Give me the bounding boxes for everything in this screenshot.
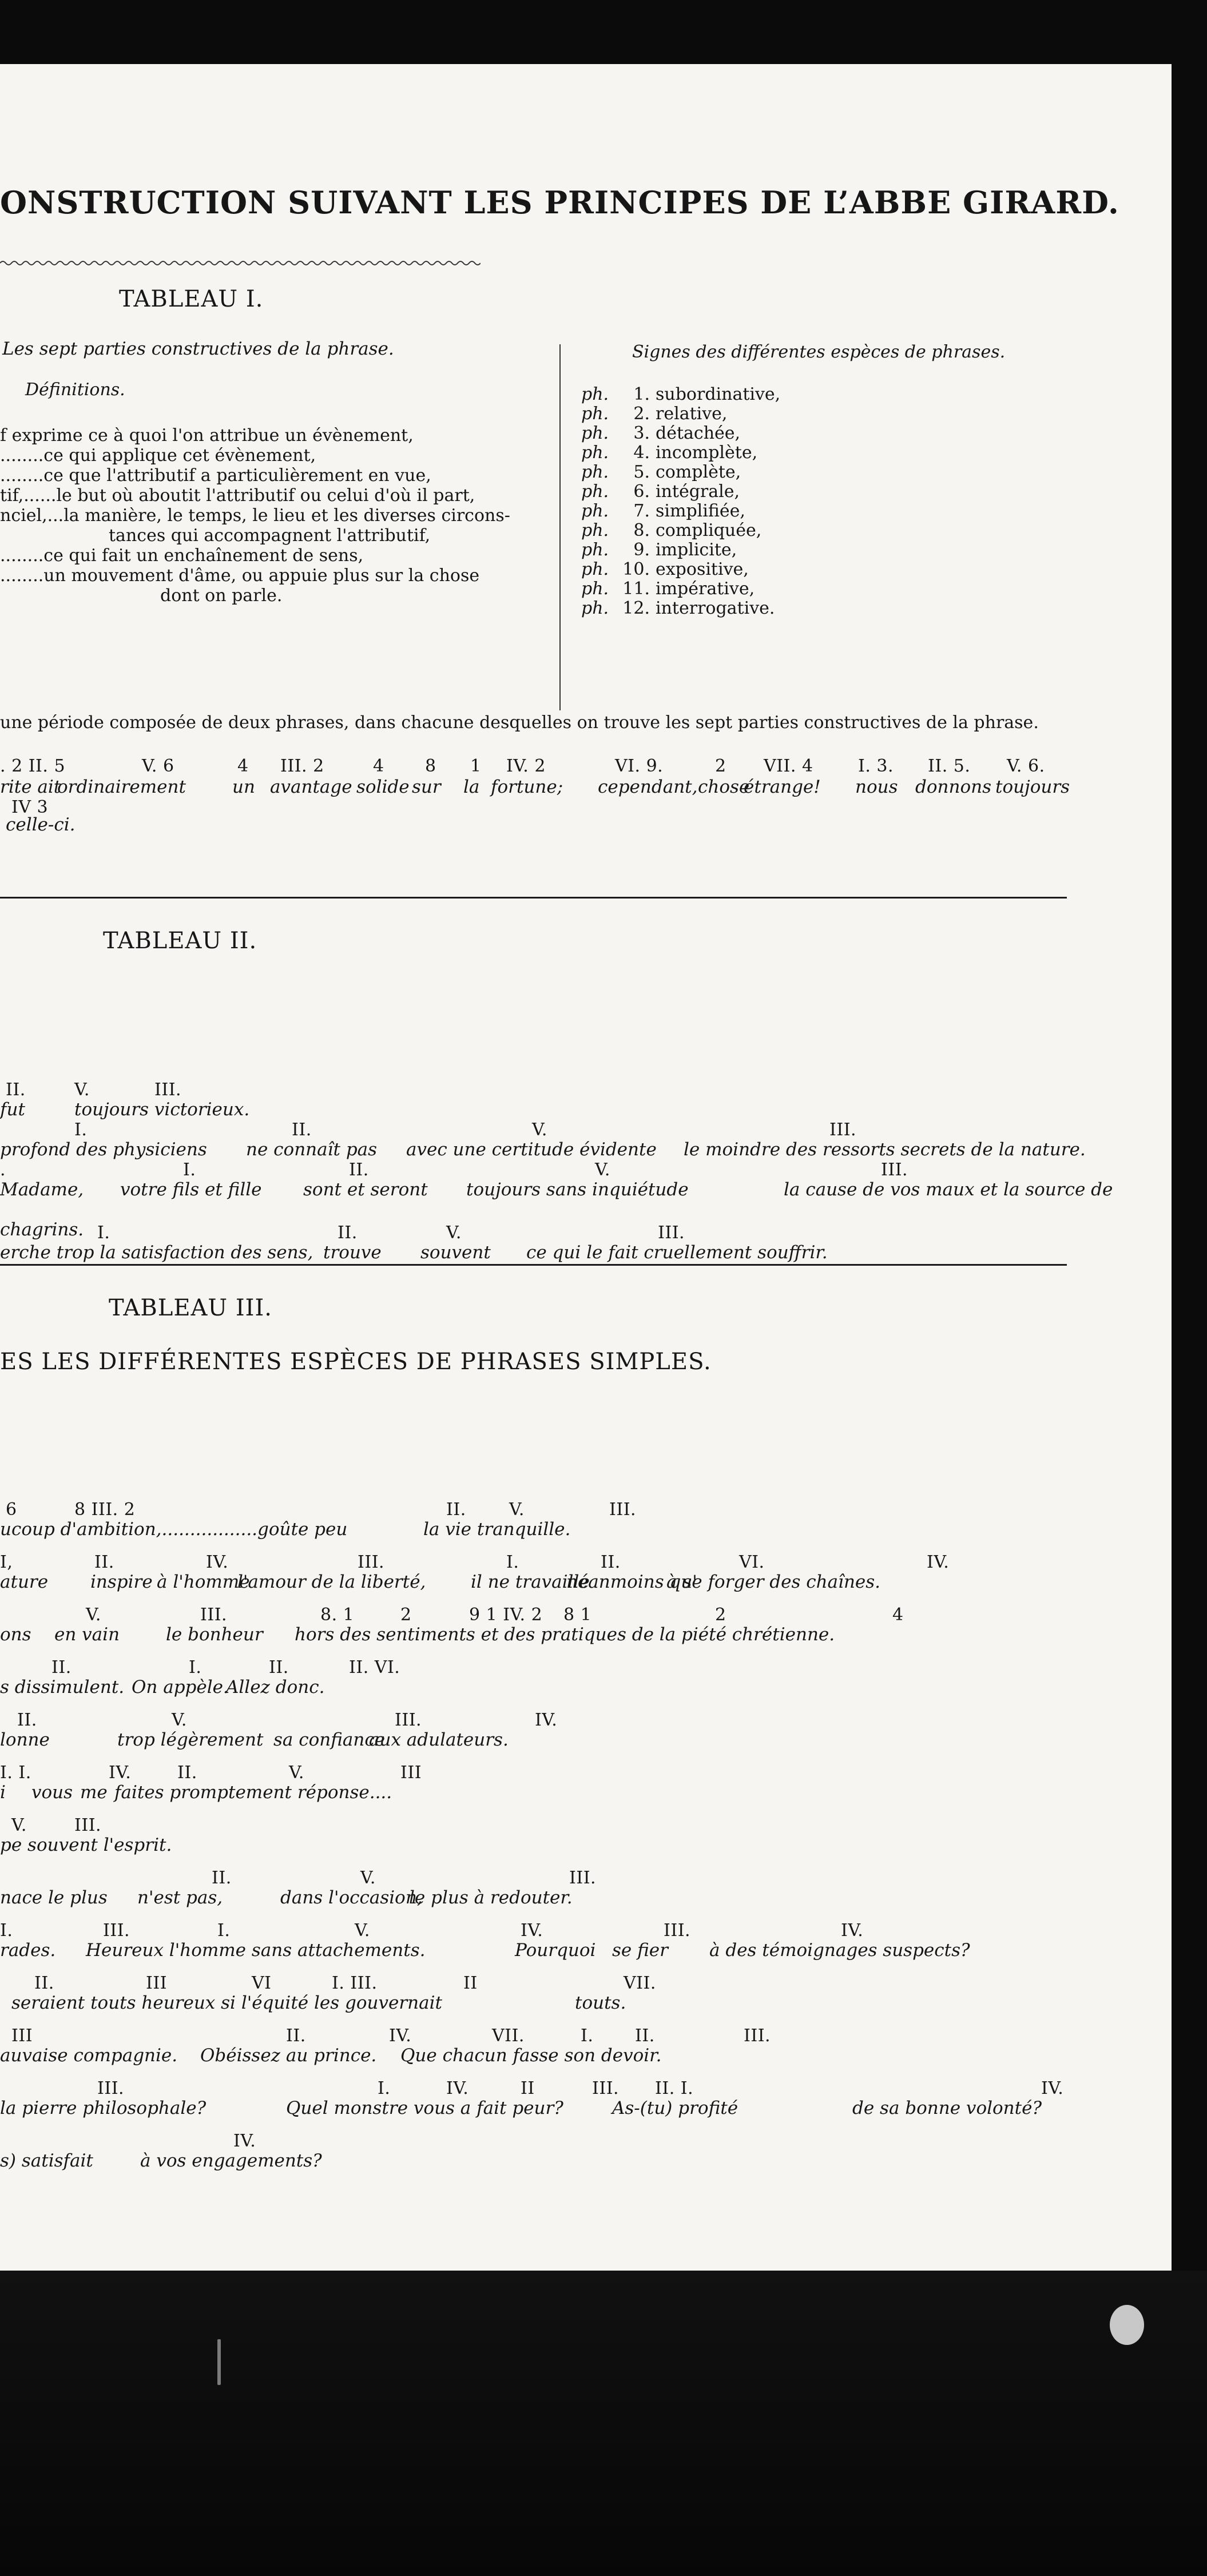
example-text: Heureux l'homme sans attachements. [86,1940,426,1961]
sign-item [581,462,741,482]
example-text: la cause de vos maux et la source de [784,1179,1113,1200]
example-number: II. [17,1710,37,1730]
example-number: III. [395,1710,422,1730]
sign-abbrev: ph. [581,423,609,443]
example-text: ucoup d'ambition,.................goûte peu [0,1519,348,1540]
example-text: hors des sentiments et des pratiques de la piété chrétienne. [295,1624,835,1645]
rule-2 [0,1264,1067,1266]
example-text: de sa bonne volonté? [852,2098,1042,2118]
example-number: V. [360,1868,376,1888]
example-number: I. [506,1552,519,1572]
example-number: 8 1 [563,1605,592,1625]
example-text: i [0,1782,6,1803]
example-number: 2 [715,1605,726,1625]
sign-abbrev: ph. [581,404,609,424]
example-text: avec une certitude évidente [406,1139,657,1160]
example-number: II. [269,1657,289,1677]
scan-speck [1110,2305,1144,2345]
example-number: III. [592,2078,620,2098]
period-intro: une période composée de deux phrases, dans chacune desquelles on trouve les sept parties constructives de la phrase. [0,713,1039,733]
example-number: IV. [535,1710,558,1730]
example-text: Madame, [0,1179,84,1200]
sign-number: 6. [633,482,650,502]
example-text: la vie tranquille. [423,1519,571,1540]
period-word: un [232,777,255,797]
example-text: en vain [54,1624,120,1645]
sign-item [581,598,775,618]
period-word: solide [356,777,410,797]
example-number: II [463,1973,478,1993]
period-number: 4 [237,756,249,776]
example-number: V. [289,1763,304,1783]
example-text: trop légèrement [117,1730,264,1750]
example-text: toujours sans inquiétude [466,1179,689,1200]
example-number: II. VI. [349,1657,400,1677]
period-number: 4 [373,756,384,776]
document-page [0,64,1172,2271]
period-number: VII. 4 [764,756,813,776]
example-number: II. [51,1657,72,1677]
tableau-2-heading: TABLEAU II. [103,928,257,954]
example-number: IV. [109,1763,132,1783]
period-word: toujours [995,777,1070,797]
sign-label: implicite, [656,540,737,560]
sign-abbrev: ph. [581,462,609,482]
period-number: VI. 9. [615,756,664,776]
example-text: la pierre philosophale? [0,2098,207,2118]
example-number: VII. [624,1973,656,1993]
sign-number: 3. [633,423,650,443]
example-text: me [80,1782,108,1803]
sign-label: incomplète, [656,443,758,463]
sign-abbrev: ph. [581,501,609,521]
example-number: IV. [841,1921,864,1941]
page-title: ONSTRUCTION SUIVANT LES PRINCIPES DE L’ABBE GIRARD. [0,184,1119,221]
sign-label: impérative, [656,579,755,599]
period-number: 8 [425,756,436,776]
example-number: III. [154,1080,182,1100]
sign-label: subordinative, [656,384,781,404]
sign-number: 7. [633,501,650,521]
example-text: le bonheur [166,1624,263,1645]
example-number: IV. [521,1921,543,1941]
sign-abbrev: ph. [581,540,609,560]
example-text: On appèle. [132,1677,229,1698]
example-number: IV. [1041,2078,1064,2098]
example-number: III. [829,1120,857,1140]
example-text: ons [0,1624,31,1645]
example-number: V. [532,1120,547,1140]
example-text: fut [0,1099,25,1120]
period-number: . 2 II. 5 [0,756,66,776]
example-text: erche trop la satisfaction des sens, [0,1242,313,1263]
sign-label: interrogative. [656,598,775,618]
example-number: II. [94,1552,114,1572]
definition-line: tif,......le but où aboutit l'attributif ou celui d'où il part, [0,486,475,506]
example-number: V. [355,1921,370,1941]
example-text: à se forger des chaînes. [666,1572,881,1592]
example-number: I. [97,1223,110,1243]
sign-number: 11. [622,579,650,599]
sign-number: 10. [622,559,650,579]
example-text: néanmoins qu' [566,1572,697,1592]
sign-item [581,423,740,443]
signs-heading: Signes des différentes espèces de phrases. [632,342,1006,362]
example-number: IV. [389,2026,412,2046]
example-number: V. [446,1223,462,1243]
example-number: III. [744,2026,771,2046]
period-word: fortune; [491,777,563,797]
example-number: II [521,2078,535,2098]
example-text: Que chacun fasse son devoir. [400,2045,662,2066]
period-number: 1 [470,756,482,776]
sign-item [581,482,740,502]
sign-item [581,559,749,579]
example-text: sa confiance [273,1730,386,1750]
definition-line: f exprime ce à quoi l'on attribue un évènement, [0,426,414,446]
example-number: II. [349,1160,369,1180]
period-number: II. 5. [928,756,971,776]
example-number: 6 [6,1500,17,1520]
example-text: Allez donc. [226,1677,325,1698]
sign-label: expositive, [656,559,749,579]
example-number: II. I. [655,2078,694,2098]
sign-number: 4. [633,443,650,463]
example-number: III. [103,1921,130,1941]
example-number: V. [11,1815,27,1835]
definition-line: ........ce que l'attributif a particulièrement en vue, [0,466,431,486]
example-number: I. [183,1160,196,1180]
sign-label: simplifiée, [656,501,745,521]
definition-line: ........ce qui fait un enchaînement de sens, [0,546,364,566]
period-number: 2 [715,756,726,776]
example-number: III. [358,1552,385,1572]
scan-background [0,2271,1207,2576]
period-number: V. 6. [1007,756,1045,776]
sign-abbrev: ph. [581,579,609,599]
period-word: sur [412,777,441,797]
example-number: V. [595,1160,610,1180]
example-number: II. [286,2026,306,2046]
ornamental-rule [0,257,481,269]
sign-label: compliquée, [656,520,762,540]
parts-heading: Les sept parties constructives de la phrase. [2,339,394,359]
example-number: I, [0,1552,13,1572]
sign-item [581,443,757,463]
example-text: il ne travaille [471,1572,590,1592]
example-number: V. [74,1080,90,1100]
period-number: III. 2 [280,756,324,776]
example-text: vous [31,1782,73,1803]
example-text: Quel monstre vous a fait peur? [286,2098,563,2118]
sign-label: détachée, [656,423,741,443]
sign-abbrev: ph. [581,520,609,540]
example-number: 8. 1 [320,1605,355,1625]
example-number: II. [446,1500,466,1520]
example-number: III. [609,1500,637,1520]
sign-item [581,501,745,521]
example-text: le moindre des ressorts secrets de la nature. [684,1139,1086,1160]
tableau-3-heading: TABLEAU III. [109,1295,272,1321]
example-number: I. [378,2078,391,2098]
sign-item [581,540,737,560]
definition-line: tances qui accompagnent l'attributif, [109,526,431,546]
example-number: III. [664,1921,691,1941]
example-text: à des témoignages suspects? [709,1940,970,1961]
example-text: pe souvent l'esprit. [0,1835,172,1855]
period-number: I. 3. [858,756,894,776]
sign-number: 5. [633,462,650,482]
example-text: ce qui le fait cruellement souffrir. [526,1242,828,1263]
example-text: Pourquoi [515,1940,596,1961]
example-number: III. [569,1868,597,1888]
example-text: seraient touts heureux si l'équité les gouvernait [11,1993,442,2013]
example-number: III [400,1763,422,1783]
example-text: à l'homme [157,1572,250,1592]
example-text: nace le plus [0,1887,108,1908]
example-number: VII. [492,2026,525,2046]
example-number: V. [86,1605,101,1625]
example-text: sont et seront [303,1179,428,1200]
example-text: le plus à redouter. [409,1887,573,1908]
example-text: As-(tu) profité [612,2098,739,2118]
example-number: I. [189,1657,202,1677]
period-number: IV. 2 [506,756,546,776]
sign-abbrev: ph. [581,559,609,579]
period-iv3: IV 3 [11,797,49,817]
example-number: IV. [233,2131,256,2151]
example-text: s dissimulent. [0,1677,125,1698]
example-number: 2 [400,1605,412,1625]
period-word: ordinairement [57,777,186,797]
example-number: V. [509,1500,525,1520]
definition-line: nciel,...la manière, le temps, le lieu et les diverses circons- [0,506,510,526]
example-text: n'est pas, [137,1887,223,1908]
example-number: I. III. [332,1973,378,1993]
sign-item [581,404,727,424]
period-word: rite ait [0,777,61,797]
period-word: la [463,777,480,797]
example-number: I. [217,1921,231,1941]
example-number: IV. [446,2078,469,2098]
example-number: II. [6,1080,26,1100]
rule-1 [0,897,1067,899]
period-end: celle-ci. [6,814,76,835]
tableau-1-heading: TABLEAU I. [119,286,264,312]
example-number: II. [635,2026,655,2046]
period-word: étrange! [744,777,821,797]
example-number: I. [0,1921,13,1941]
example-number: 4 [892,1605,904,1625]
example-text: dans l'occasion, [280,1887,423,1908]
sign-number: 2. [633,404,650,424]
example-number: VI [252,1973,272,1993]
example-number: I. [581,2026,594,2046]
example-number: III [11,2026,33,2046]
example-number: III. [74,1815,102,1835]
period-number: V. 6 [142,756,174,776]
example-text: chagrins. [0,1219,84,1240]
example-text: touts. [575,1993,626,2013]
example-number: II. [212,1868,232,1888]
definitions-label: Définitions. [25,380,125,400]
example-number: III [146,1973,168,1993]
example-number: III. [200,1605,228,1625]
sign-number: 9. [633,540,650,560]
example-number: . [0,1160,6,1180]
tableau-3-subheading: ES LES DIFFÉRENTES ESPÈCES DE PHRASES SIMPLES. [0,1349,712,1375]
example-number: IV. [927,1552,950,1572]
example-text: trouve [323,1242,382,1263]
example-text: profond des physiciens [0,1139,207,1160]
sign-number: 8. [633,520,650,540]
example-number: II. [292,1120,312,1140]
sign-item [581,520,761,540]
sign-label: relative, [656,404,728,424]
example-text: souvent [420,1242,491,1263]
example-text: faites promptement réponse.... [114,1782,392,1803]
example-number: II. [601,1552,621,1572]
example-text: s) satisfait [0,2150,93,2171]
example-text: l'amour de la liberté, [237,1572,426,1592]
example-text: votre fils et fille [120,1179,262,1200]
example-number: 9 1 IV. 2 [469,1605,543,1625]
example-text: à vos engagements? [140,2150,322,2171]
example-text: Obéissez au prince. [200,2045,377,2066]
sign-label: intégrale, [656,482,740,502]
definition-line: ........un mouvement d'âme, ou appuie plus sur la chose [0,566,480,586]
example-number: II. [177,1763,197,1783]
period-word: avantage [270,777,352,797]
example-number: 8 III. 2 [74,1500,136,1520]
example-number: III. [97,2078,125,2098]
example-text: lonne [0,1730,50,1750]
period-word: chose [698,777,750,797]
definition-line: dont on parle. [160,586,283,606]
example-number: V. [172,1710,187,1730]
sign-number: 1. [633,384,650,404]
example-text: toujours victorieux. [74,1099,250,1120]
sign-abbrev: ph. [581,384,609,404]
example-text: rades. [0,1940,56,1961]
sign-abbrev: ph. [581,598,609,618]
example-number: VI. [739,1552,765,1572]
period-word: cependant, [598,777,698,797]
example-text: auvaise compagnie. [0,2045,178,2066]
definition-line: ........ce qui applique cet évènement, [0,446,316,466]
period-word: donnons [915,777,991,797]
column-divider [559,344,561,710]
sign-abbrev: ph. [581,443,609,463]
sign-abbrev: ph. [581,482,609,502]
example-text: se fier [612,1940,668,1961]
sign-label: complète, [656,462,741,482]
scan-scratch [217,2339,221,2385]
example-text: inspire [90,1572,153,1592]
example-number: II. [34,1973,54,1993]
example-number: I. I. [0,1763,31,1783]
example-text: aux adulateurs. [369,1730,509,1750]
example-number: IV. [206,1552,229,1572]
sign-number: 12. [622,598,650,618]
example-text: ature [0,1572,49,1592]
example-number: I. [74,1120,88,1140]
example-number: III. [881,1160,908,1180]
example-text: ne connaît pas [246,1139,378,1160]
sign-item [581,579,755,599]
period-word: nous [855,777,898,797]
example-number: II. [338,1223,358,1243]
example-number: III. [658,1223,685,1243]
sign-item [581,384,780,404]
